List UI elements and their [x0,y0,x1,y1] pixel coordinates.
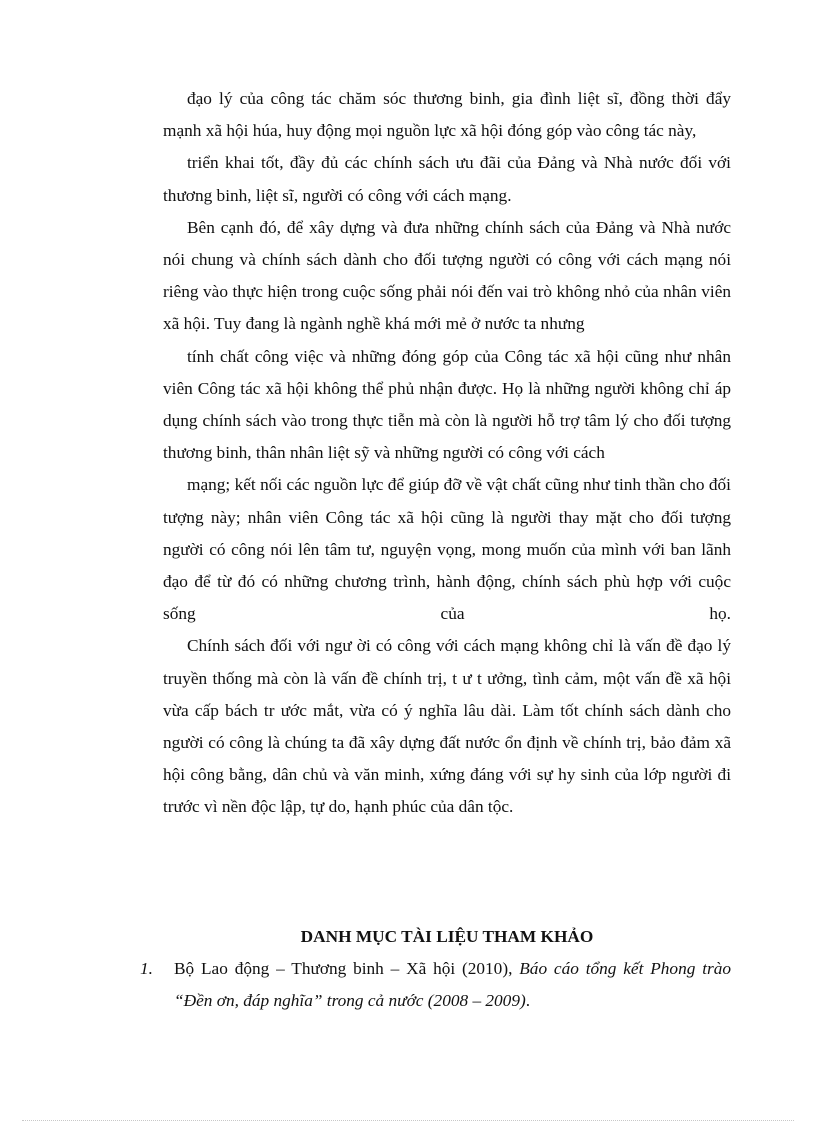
references-list [140,953,731,1017]
reference-item [140,953,731,1017]
reference-number: 1. [140,959,153,978]
reference-author: Bộ Lao động – Thương binh – Xã hội (2010), [174,959,520,978]
paragraph: đạo lý của công tác chăm sóc thương binh, gia đình liệt sĩ, đồng thời đẩy mạnh xã hội húa, huy động mọi nguồn lực xã hội đóng góp vào công tác này, [163,89,731,141]
body-text [163,83,731,824]
reference-end: . [525,991,531,1011]
paragraph: Bên cạnh đó, để xây dựng và đưa những chính sách của Đảng và Nhà nước nói chung và chính sách dành cho đối tượng người có công với cách mạng nói riêng vào thực hiện trong cuộc sống phải nói đến vai trò không nhỏ của nhân viên xã hội. Tuy đang là ngành nghề khá mới mẻ ở nước ta nhưng [163,217,731,334]
paragraph: mạng; kết nối các nguồn lực để giúp đỡ về vật chất cũng như tinh thần cho đối tượng này; nhân viên Công tác xã hội cũng là người thay mặt cho đối tượng người có công nói lên tâm tư, nguyện vọng, mong muốn của mình với ban lãnh đạo để từ đó có những chương trình, hành động, chính sách phù hợp với cuộc sống của họ. [163,475,731,624]
references-heading: DANH MỤC TÀI LIỆU THAM KHẢO [300,927,594,946]
paragraph: tính chất công việc và những đóng góp của Công tác xã hội cũng như nhân viên Công tác xã hội không thể phủ nhận được. Họ là những người không chỉ áp dụng chính sách vào trong thực tiễn mà còn là người hỗ trợ tâm lý cho đối tượng thương binh, thân nhân liệt sỹ và những người có công với cách [163,346,731,463]
page-bottom-divider [22,1120,794,1121]
paragraph: triển khai tốt, đầy đủ các chính sách ưu đãi của Đảng và Nhà nước đối với thương binh, liệt sĩ, người có công với cách mạng. [163,153,731,205]
reference-body [174,953,731,1017]
reference-title: Báo cáo tổng kết Phong trào “Đền ơn, đáp nghĩa” trong cả nước (2008 – 2009) [174,959,731,1011]
paragraph: Chính sách đối với ngư ời có công với cách mạng không chỉ là vấn đề đạo lý truyền thống mà còn là vấn đề chính trị, t ư t ưởng, tình cảm, một vấn đề xã hội vừa cấp bách tr ước mắt, vừa có ý nghĩa lâu dài. Làm tốt chính sách dành cho người có công là chúng ta đã xây dựng đất nước ổn định về chính trị, bảo đảm xã hội công bằng, dân chủ và văn minh, xứng đáng với sự hy sinh của lớp người đi trước vì nền độc lập, tự do, hạnh phúc của dân tộc. [163,636,731,817]
